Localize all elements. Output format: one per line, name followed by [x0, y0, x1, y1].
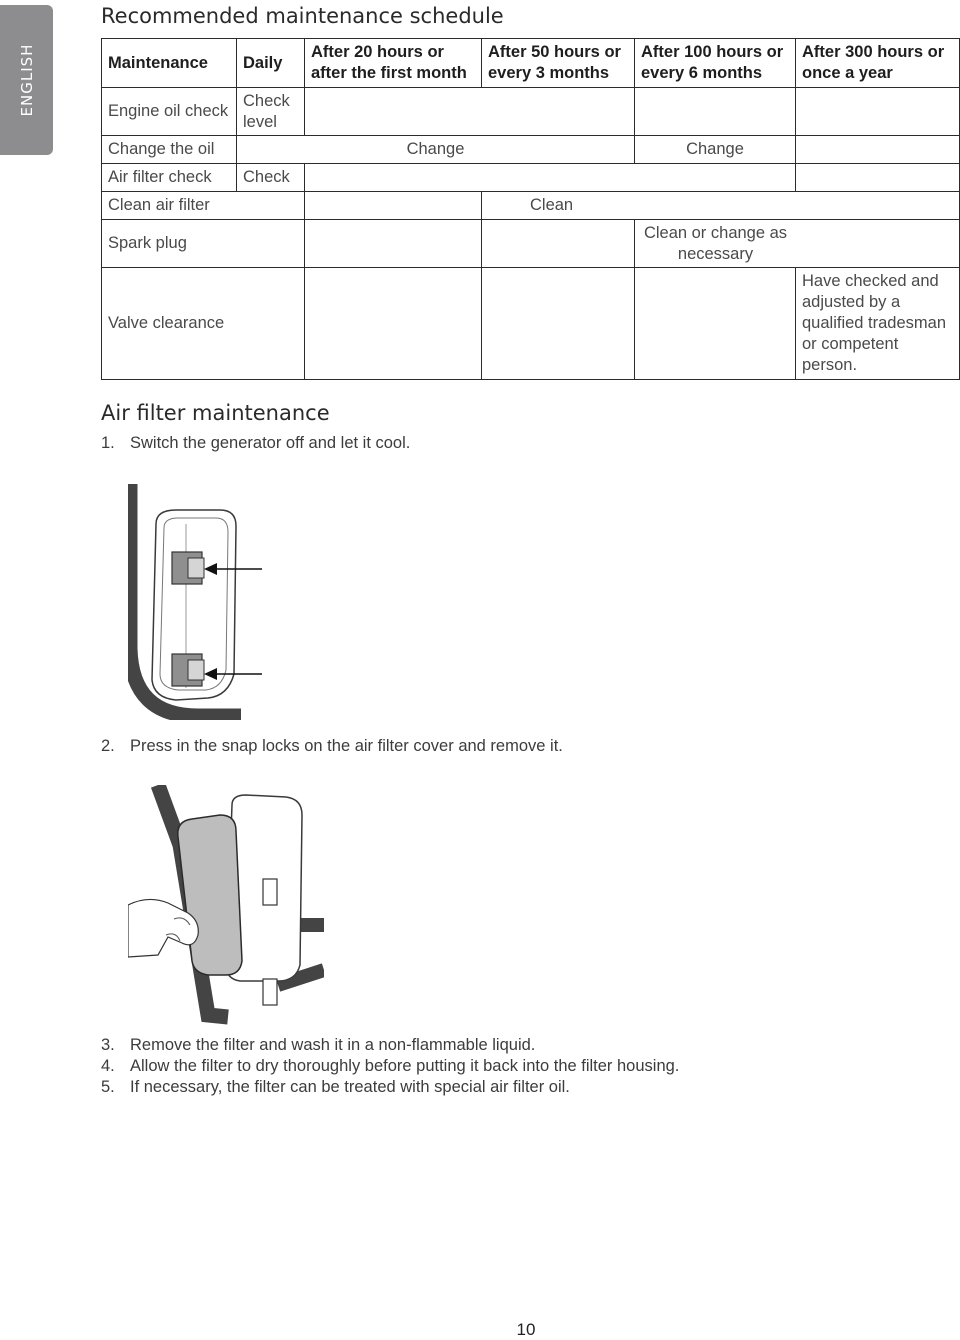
step-4: 4. Allow the filter to dry thoroughly before putting it back into the filter housing.: [101, 1057, 680, 1075]
step-2: 2. Press in the snap locks on the air filter cover and remove it.: [101, 737, 563, 755]
cell-clean: Clean: [482, 192, 960, 220]
remove-air-filter-cover-illustration: [128, 785, 324, 1025]
step-5: 5. If necessary, the filter can be treated with special air filter oil.: [101, 1078, 570, 1096]
row-label: Engine oil check: [102, 88, 237, 136]
header-20-hours: After 20 hours or after the first month: [305, 39, 482, 88]
row-label: Spark plug: [102, 220, 305, 268]
cell-daily: Check: [237, 164, 305, 192]
table-row: [102, 88, 960, 136]
table-header-row: [102, 39, 960, 88]
cell-change-second: Change: [635, 136, 796, 164]
header-50-hours: After 50 hours or every 3 months: [482, 39, 635, 88]
row-label: Air filter check: [102, 164, 237, 192]
page-number: 10: [516, 1320, 536, 1339]
step-1: 1. Switch the generator off and let it cool.: [101, 434, 411, 452]
maintenance-schedule-table: [101, 38, 960, 380]
row-label: Valve clearance: [102, 268, 305, 380]
cell-change-first: Change: [237, 136, 635, 164]
header-daily: Daily: [237, 39, 305, 88]
step-3: 3. Remove the filter and wash it in a non-flammable liquid.: [101, 1036, 536, 1054]
header-300-hours: After 300 hours or once a year: [796, 39, 960, 88]
schedule-title: Recommended maintenance schedule: [101, 4, 504, 28]
header-100-hours: After 100 hours or every 6 months: [635, 39, 796, 88]
cell-valve-clearance: Have checked and adjusted by a qualified tradesman or competent person.: [796, 268, 960, 380]
table-row: [102, 220, 960, 268]
table-row: [102, 192, 960, 220]
cell-daily: Check level: [237, 88, 305, 136]
language-tab: ENGLISH: [0, 5, 53, 155]
table-row: [102, 164, 960, 192]
table-row: [102, 268, 960, 380]
air-filter-title: Air filter maintenance: [101, 401, 330, 425]
air-filter-snap-locks-illustration: [128, 484, 264, 720]
row-label: Change the oil: [102, 136, 237, 164]
row-label: Clean air filter: [102, 192, 305, 220]
header-maintenance: Maintenance: [102, 39, 237, 88]
cell-spark-plug: Clean or change as necessary: [635, 220, 960, 268]
table-row: [102, 136, 960, 164]
